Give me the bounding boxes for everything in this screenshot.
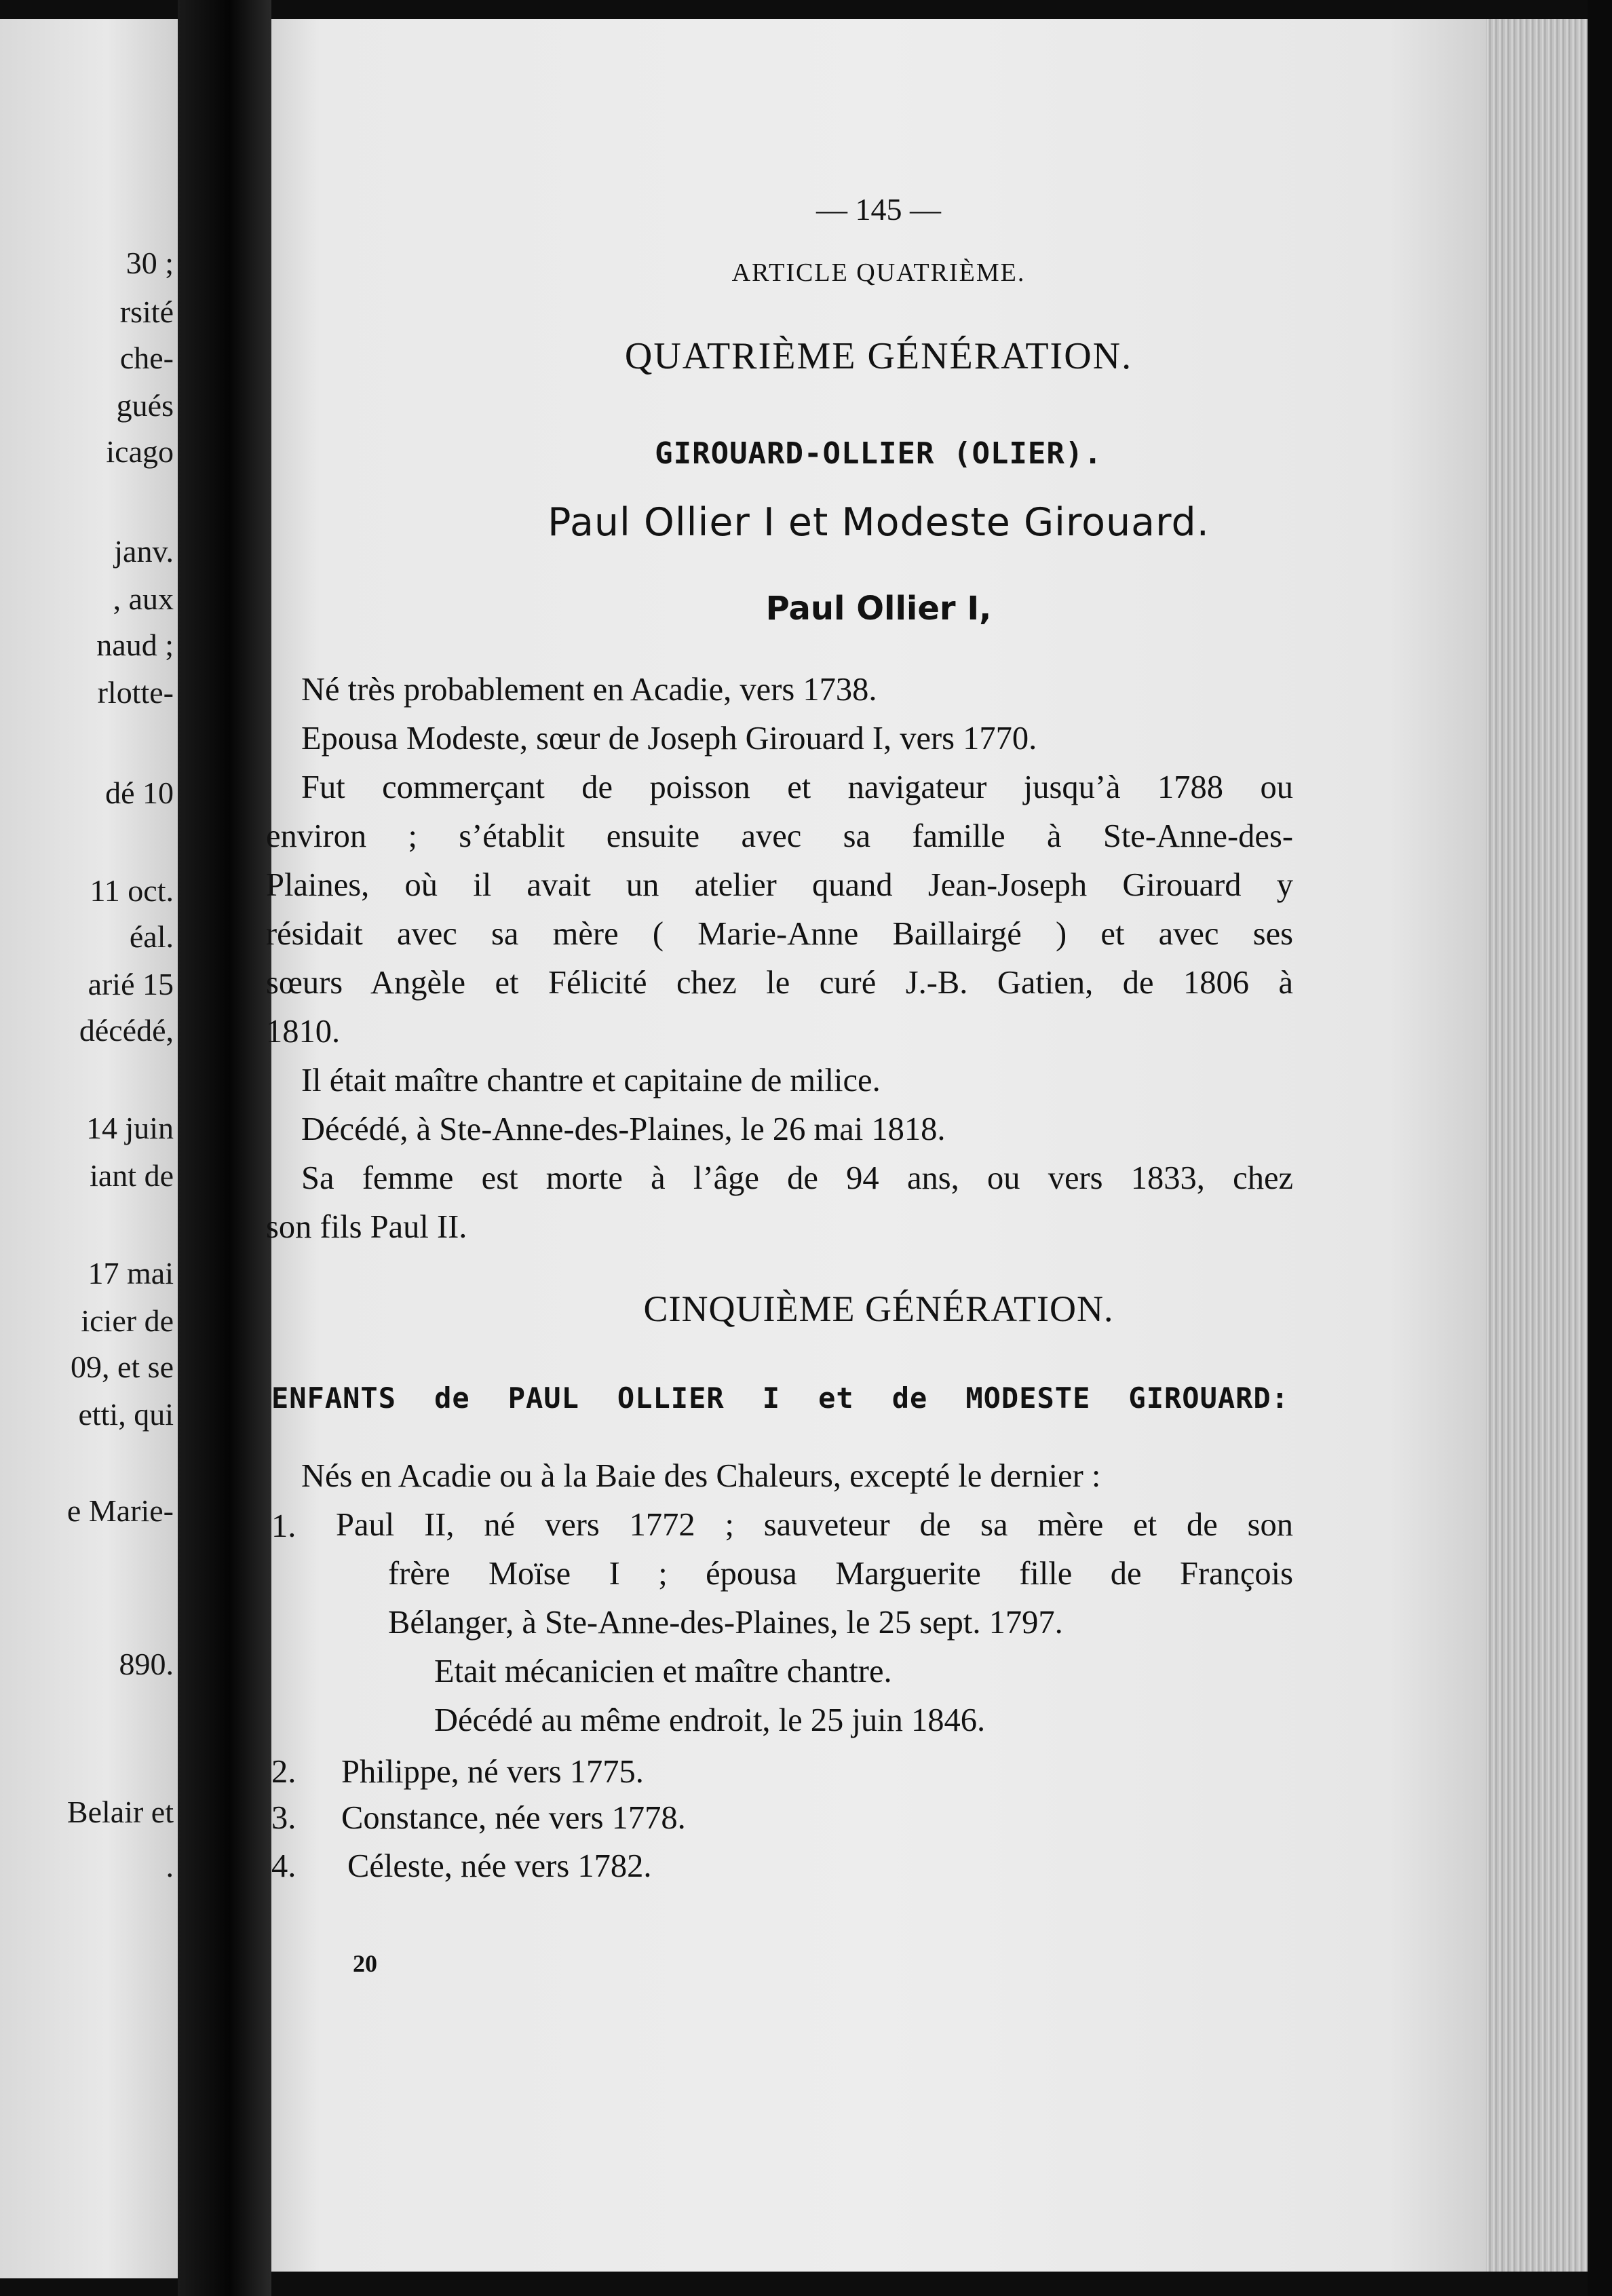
facing-text-fragment: naud ; — [96, 628, 174, 662]
facing-text-fragment: icago — [106, 434, 174, 469]
facing-text-fragment: éal. — [129, 919, 174, 954]
book-gutter — [178, 0, 271, 2296]
list-item-line: Bélanger, à Ste-Anne-des-Plaines, le 25 sept. 1797. — [388, 1605, 1063, 1641]
scan-border — [1588, 0, 1612, 2296]
facing-text-fragment: , aux — [113, 581, 174, 616]
couple-heading: Paul Ollier I et Modeste Girouard. — [548, 500, 1210, 545]
list-item-line: Etait mécanicien et maître chantre. — [434, 1653, 892, 1689]
person-heading: Paul Ollier I, — [765, 590, 992, 628]
biography-line: Plaines, où il avait un atelier quand Jean-Joseph Girouard y — [266, 867, 1293, 903]
facing-text-fragment: . — [166, 1849, 174, 1883]
facing-text-fragment: 30 ; — [126, 246, 174, 280]
facing-text-fragment: 14 juin — [85, 1111, 174, 1145]
generation-heading: QUATRIÈME GÉNÉRATION. — [624, 335, 1133, 377]
list-item-line: frère Moïse I ; épousa Marguerite fille de François — [388, 1556, 1293, 1592]
children-heading: ENFANTS de PAUL OLLIER I et de MODESTE GIROUARD: — [271, 1381, 1289, 1415]
page-edges — [1486, 19, 1588, 2272]
facing-text-fragment: icier de — [81, 1303, 174, 1338]
facing-text-fragment: 09, et se — [70, 1350, 174, 1384]
list-number: 3. — [271, 1800, 296, 1836]
biography-line: 1810. — [266, 1014, 341, 1050]
facing-text-fragment: 890. — [119, 1647, 174, 1681]
article-heading: ARTICLE QUATRIÈME. — [731, 259, 1026, 287]
facing-text-fragment: décédé, — [79, 1013, 174, 1048]
facing-text-fragment: gués — [116, 388, 174, 423]
signature-mark: 20 — [353, 1950, 377, 1977]
generation-heading: CINQUIÈME GÉNÉRATION. — [643, 1288, 1114, 1329]
biography-line: environ ; s’établit ensuite avec sa famille à Ste-Anne-des- — [266, 818, 1293, 854]
facing-text-fragment: etti, qui — [78, 1397, 174, 1432]
facing-text-fragment: arié 15 — [88, 967, 174, 1001]
list-number: 2. — [271, 1754, 296, 1790]
list-item-line: Paul II, né vers 1772 ; sauveteur de sa mère et de son — [336, 1507, 1293, 1543]
list-item: Philippe, né vers 1775. — [341, 1754, 644, 1790]
biography-line: Fut commerçant de poisson et navigateur jusqu’à 1788 ou — [301, 769, 1293, 805]
facing-text-fragment: Belair et — [66, 1795, 174, 1829]
family-heading: GIROUARD-OLLIER (OLIER). — [655, 436, 1102, 471]
facing-text-fragment: 17 mai — [88, 1256, 174, 1290]
page-number: — 145 — — [816, 192, 941, 227]
facing-page-left — [0, 19, 178, 2278]
facing-text-fragment: iant de — [90, 1158, 174, 1193]
biography-line: sœurs Angèle et Félicité chez le curé J.-B. Gatien, de 1806 à — [266, 965, 1293, 1001]
facing-text-fragment: dé 10 — [105, 776, 174, 810]
list-number: 1. — [271, 1508, 296, 1544]
facing-text-fragment: janv. — [114, 534, 174, 569]
facing-text-fragment: che- — [119, 341, 174, 375]
facing-text-fragment: rlotte- — [97, 675, 174, 710]
children-intro: Nés en Acadie ou à la Baie des Chaleurs, excepté le dernier : — [301, 1458, 1101, 1494]
biography-paragraph: Né très probablement en Acadie, vers 1738. — [301, 672, 877, 708]
biography-line: Sa femme est morte à l’âge de 94 ans, ou vers 1833, chez — [301, 1160, 1293, 1196]
biography-line: son fils Paul II. — [266, 1209, 467, 1245]
biography-paragraph: Décédé, à Ste-Anne-des-Plaines, le 26 mai 1818. — [301, 1111, 946, 1147]
list-item: Constance, née vers 1778. — [341, 1800, 686, 1836]
list-number: 4. — [271, 1848, 296, 1884]
list-item-line: Décédé au même endroit, le 25 juin 1846. — [434, 1702, 986, 1738]
facing-text-fragment: 11 oct. — [90, 873, 174, 908]
biography-line: résidait avec sa mère ( Marie-Anne Baillairgé ) et avec ses — [266, 916, 1293, 952]
facing-text-fragment: rsité — [119, 294, 174, 329]
facing-text-fragment: e Marie- — [66, 1493, 174, 1528]
list-item: Céleste, née vers 1782. — [347, 1848, 652, 1884]
biography-paragraph: Epousa Modeste, sœur de Joseph Girouard I, vers 1770. — [301, 721, 1037, 757]
biography-paragraph: Il était maître chantre et capitaine de milice. — [301, 1063, 881, 1098]
